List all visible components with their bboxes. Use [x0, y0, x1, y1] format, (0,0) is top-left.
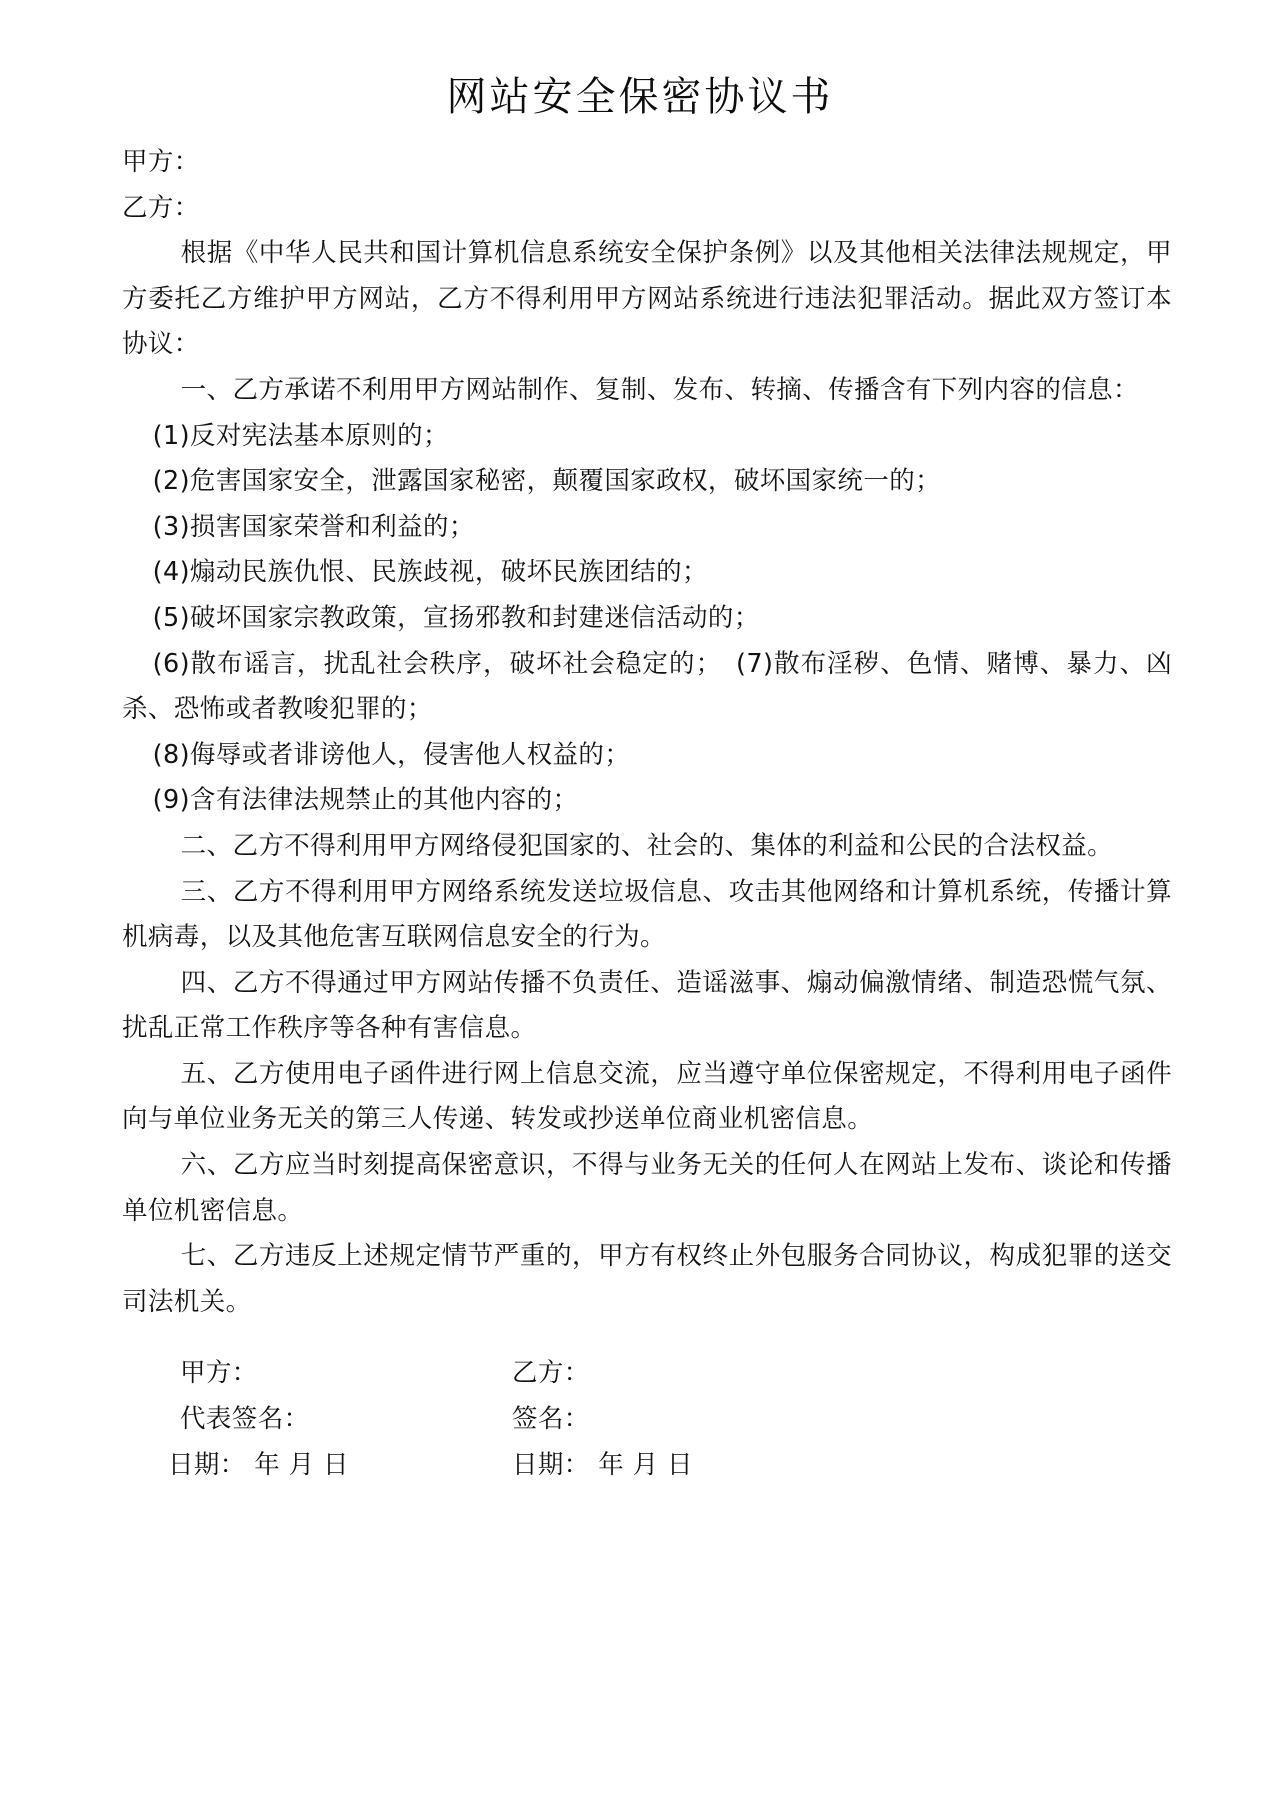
- signature-row-date: [122, 1443, 1172, 1489]
- article-1-item-5: (5)破坏国家宗教政策，宣扬邪教和封建迷信活动的；: [152, 602, 760, 633]
- article-1-item-9: (9)含有法律法规禁止的其他内容的；: [152, 785, 579, 816]
- article-heading-7: 七、乙方违反上述规定情节严重的，甲方有权终止外包服务合同协议，构成犯罪的送交司法机关。: [122, 1241, 1172, 1317]
- article-heading-1: 一、乙方承诺不利用甲方网站制作、复制、发布、转摘、传播含有下列内容的信息：: [180, 374, 1139, 405]
- document-body: [108, 140, 1172, 1325]
- signature-row-party: [122, 1351, 1172, 1397]
- signature-party-b-label: 乙方：: [512, 1358, 590, 1389]
- party-b-label: 乙方：: [122, 192, 200, 223]
- article-1-item-2: (2)危害国家安全，泄露国家秘密，颠覆国家政权，破坏国家统一的；: [152, 466, 942, 497]
- article-1-item-8: (8)侮辱或者诽谤他人，侵害他人权益的；: [152, 739, 631, 770]
- article-heading-2: 二、乙方不得利用甲方网络侵犯国家的、社会的、集体的利益和公民的合法权益。: [180, 830, 1114, 861]
- signature-party-a-label: 甲方：: [180, 1358, 258, 1389]
- article-heading-6: 六、乙方应当时刻提高保密意识，不得与业务无关的任何人在网站上发布、谈论和传播单位机密信息。: [122, 1150, 1172, 1226]
- signature-name-b-label: 签名：: [512, 1404, 590, 1435]
- signature-date-a-label: 日期： 年 月 日: [168, 1449, 349, 1480]
- article-1-item-4: (4)煽动民族仇恨、民族歧视，破坏民族团结的；: [152, 557, 708, 588]
- article-1-item-3: (3)损害国家荣誉和利益的；: [152, 511, 475, 542]
- signature-block: [108, 1351, 1172, 1488]
- article-heading-5: 五、乙方使用电子函件进行网上信息交流，应当遵守单位保密规定，不得利用电子函件向与单位业务无关的第三人传递、转发或抄送单位商业机密信息。: [122, 1058, 1172, 1135]
- preamble-paragraph: 根据《中华人民共和国计算机信息系统安全保护条例》以及其他相关法律法规规定，甲方委托乙方维护甲方网站，乙方不得利用甲方网站系统进行违法犯罪活动。据此双方签订本协议：: [122, 238, 1172, 360]
- signature-date-b-label: 日期： 年 月 日: [512, 1449, 693, 1480]
- party-a-label: 甲方：: [122, 147, 200, 177]
- signature-rep-name-a-label: 代表签名：: [180, 1404, 310, 1435]
- article-1-item-6-7: (6)散布谣言，扰乱社会秩序，破坏社会稳定的； (7)散布淫秽、色情、赌博、暴力、凶杀、恐怖或者教唆犯罪的；: [122, 648, 1172, 725]
- page-title: 网站安全保密协议书: [446, 74, 834, 120]
- article-1-item-1: (1)反对宪法基本原则的；: [152, 420, 449, 451]
- article-heading-3: 三、乙方不得利用甲方网络系统发送垃圾信息、攻击其他网络和计算机系统，传播计算机病毒，以及其他危害互联网信息安全的行为。: [122, 876, 1172, 953]
- signature-row-name: [122, 1397, 1172, 1443]
- article-heading-4: 四、乙方不得通过甲方网站传播不负责任、造谣滋事、煽动偏激情绪、制造恐慌气氛、扰乱正常工作秩序等各种有害信息。: [122, 967, 1172, 1044]
